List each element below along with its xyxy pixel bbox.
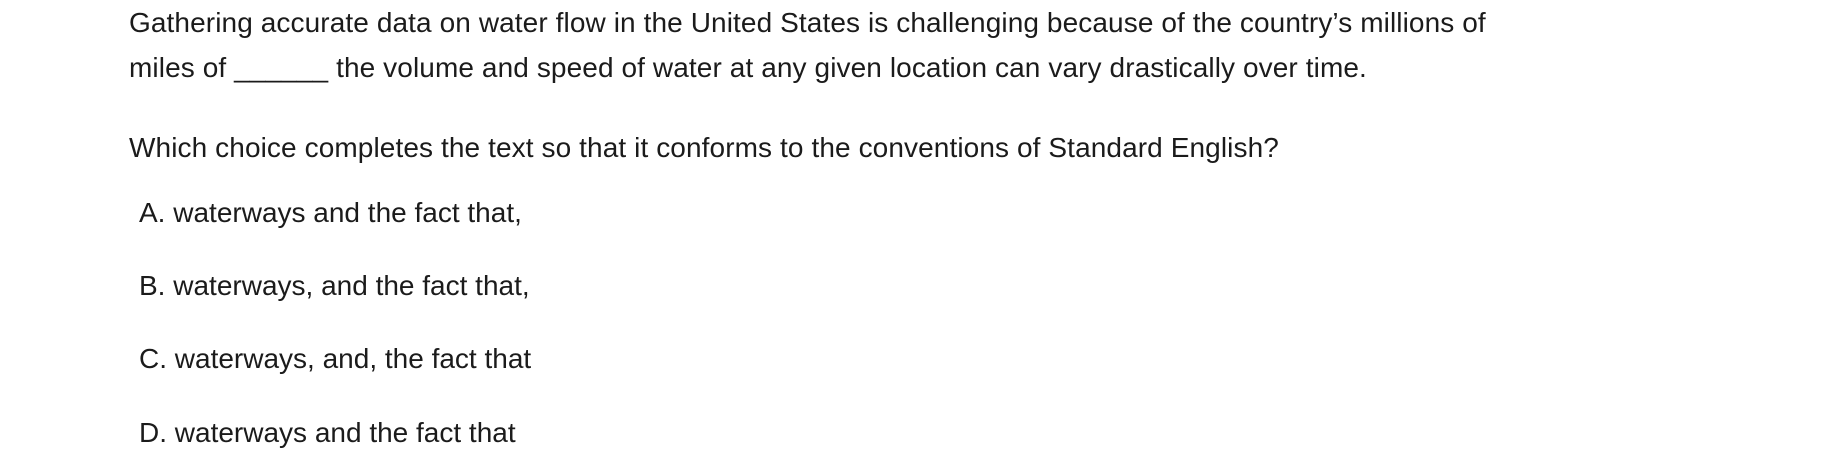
- choice-a[interactable]: [139, 195, 522, 231]
- passage-text-before-blank: miles of: [129, 52, 235, 83]
- choice-letter: D.: [139, 417, 167, 448]
- choice-letter: B.: [139, 270, 166, 301]
- choice-d[interactable]: [139, 415, 516, 451]
- choice-text: waterways, and, the fact that: [174, 343, 532, 374]
- passage-line-2: [129, 50, 1367, 86]
- choice-text: waterways and the fact that,: [173, 197, 522, 228]
- passage-line-1: [129, 5, 1486, 41]
- choice-c[interactable]: [139, 341, 531, 377]
- choice-letter: C.: [139, 343, 167, 374]
- passage-text: Gathering accurate data on water flow in the United States is challenging because of the country’s millions of: [129, 7, 1486, 38]
- choice-letter: A.: [139, 197, 166, 228]
- passage-text-after-blank: the volume and speed of water at any given location can vary drastically over time.: [328, 52, 1367, 83]
- answer-blank: ______: [234, 52, 329, 83]
- choice-text: waterways, and the fact that,: [173, 270, 530, 301]
- question-prompt: Which choice completes the text so that it conforms to the conventions of Standard English?: [129, 132, 1279, 163]
- choice-b[interactable]: [139, 268, 530, 304]
- choice-text: waterways and the fact that: [174, 417, 516, 448]
